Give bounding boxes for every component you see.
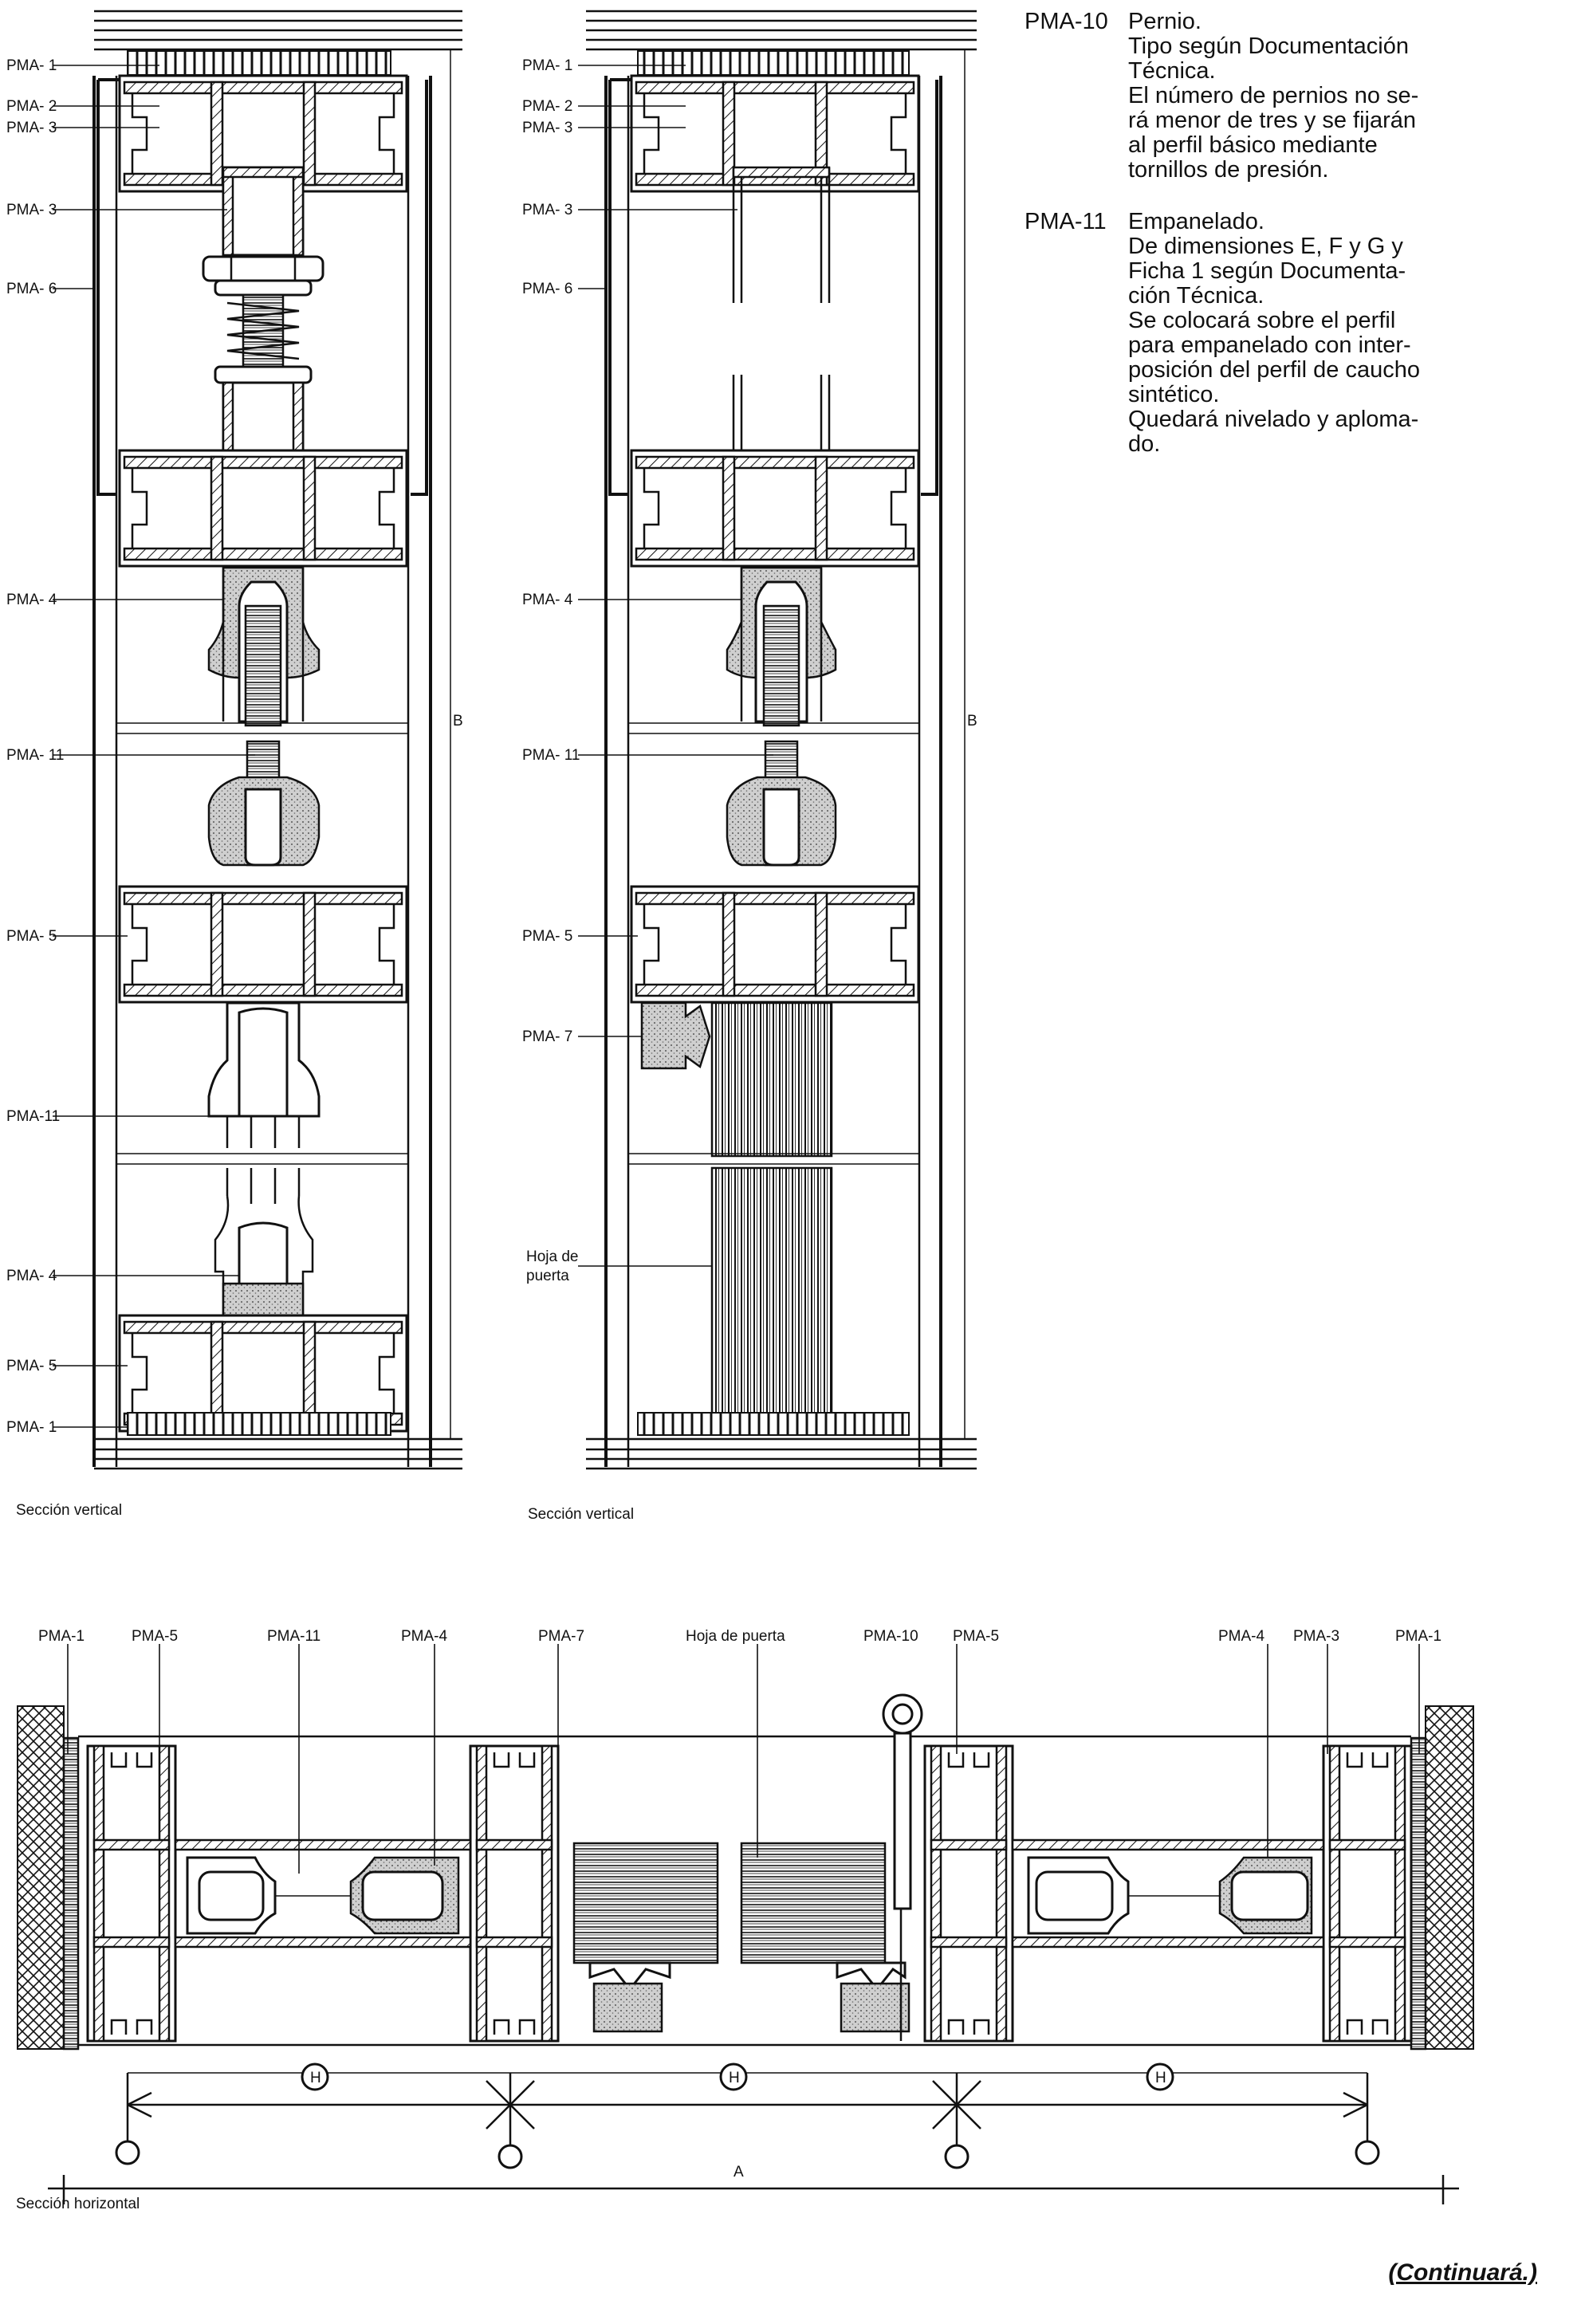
dimension-a: A [734,2164,744,2180]
horizontal-label-3: PMA-11 [267,1628,321,1645]
horizontal-label-7: PMA-10 [863,1628,918,1645]
horizontal-label-2: PMA-5 [132,1628,179,1645]
svg-text:H: H [1155,2070,1166,2086]
horizontal-label-1: PMA-1 [38,1628,85,1645]
note-1 [1025,10,1567,183]
horizontal-label-5: PMA-7 [538,1628,585,1645]
horizontal-label-6: Hoja de puerta [686,1628,785,1645]
note-line: Ficha 1 según Documenta- [1128,258,1406,284]
left-label-4: PMA- 3 [6,202,57,218]
note-line: Técnica. [1128,58,1216,84]
note-line: tornillos de presión. [1128,157,1329,183]
right-label-1: PMA- 1 [522,57,573,74]
left-label-11: PMA- 5 [6,1358,57,1374]
right-door-label-2: puerta [526,1268,569,1284]
seal-left [594,1984,662,2031]
horizontal-section [16,1628,1473,2212]
note-line: para empanelado con inter- [1128,332,1411,358]
horizontal-label-11: PMA-1 [1395,1628,1442,1645]
note-line: do. [1128,431,1161,457]
note-body [1128,210,1567,457]
left-stem-tube [223,167,303,255]
right-label-4: PMA- 3 [522,202,573,218]
continued-footer: (Continuará.) [1388,2259,1537,2286]
note-code: PMA-10 [1025,9,1108,34]
note-code: PMA-11 [1025,209,1107,234]
right-dimension-b: B [967,713,977,729]
horizontal-label-9: PMA-4 [1218,1628,1265,1645]
right-label-6: PMA- 4 [522,592,573,608]
post-left [88,1746,175,2041]
left-label-3: PMA- 3 [6,120,57,136]
left-head-lines [94,11,462,49]
note-line: sintético. [1128,382,1220,407]
right-label-7: PMA- 11 [522,747,580,764]
left-lower-box-profile [120,887,407,1002]
note-line: al perfil básico mediante [1128,132,1378,158]
post-centre-right [925,1746,1013,2041]
svg-text:H: H [729,2070,740,2086]
horizontal-caption: Sección horizontal [16,2196,140,2212]
left-base-lines [94,1439,462,1469]
left-wall [18,1706,64,2049]
vertical-section-right [522,11,977,1523]
right-base-lines [586,1439,977,1469]
horizontal-label-group [38,1628,1441,1645]
right-label-group [522,57,580,1045]
right-label-9: PMA- 7 [522,1028,573,1045]
door-leaf-left [574,1843,718,1963]
left-label-7: PMA- 11 [6,747,65,764]
note-line: posición del perfil de caucho [1128,357,1420,383]
svg-text:H: H [310,2070,321,2086]
note-line: Se colocará sobre el perfil [1128,308,1396,333]
right-label-3: PMA- 3 [522,120,573,136]
left-label-2: PMA- 2 [6,98,57,115]
left-label-group [6,57,65,1436]
left-top-ticks [128,51,391,75]
note-line: Empanelado. [1128,209,1264,234]
right-door-leaf-bottom [712,1168,832,1427]
left-label-12: PMA- 1 [6,1419,57,1436]
left-adjust-nut [203,257,323,281]
left-mid-box-profile [120,450,407,566]
right-label-8: PMA- 5 [522,928,573,945]
right-head-lines [586,11,977,49]
hinge-leaf [895,1733,910,1909]
left-label-5: PMA- 6 [6,281,57,297]
right-mid-box-profile [631,450,918,566]
note-2 [1025,210,1567,457]
notes-block [1025,10,1567,484]
note-line: El número de pernios no se- [1128,83,1419,108]
left-label-8: PMA- 5 [6,928,57,945]
dimension-h-markers [302,2064,1173,2090]
right-label-2: PMA- 2 [522,98,573,115]
post-right [1323,1746,1411,2041]
door-leaf-right [741,1843,885,1963]
right-lower-box-profile [631,887,918,1002]
left-label-6: PMA- 4 [6,592,57,608]
right-caption: Sección vertical [528,1506,635,1523]
note-line: Pernio. [1128,9,1202,34]
right-door-label-1: Hoja de [526,1249,579,1265]
note-body [1128,10,1567,183]
left-label-10: PMA- 4 [6,1268,57,1284]
post-centre-left [470,1746,558,2041]
note-line: Quedará nivelado y aploma- [1128,407,1419,432]
note-line: ción Técnica. [1128,283,1264,309]
right-rubber-seal [642,1003,710,1068]
right-label-5: PMA- 6 [522,281,573,297]
left-caption: Sección vertical [16,1502,123,1519]
vertical-section-left [6,11,463,1519]
horizontal-label-10: PMA-3 [1293,1628,1340,1645]
seal-right [841,1984,909,2031]
horizontal-label-4: PMA-4 [401,1628,448,1645]
note-line: rá menor de tres y se fijarán [1128,108,1417,133]
left-dimension-b: B [453,713,463,729]
right-wall [1426,1706,1473,2049]
right-door-leaf-top [712,1003,832,1156]
left-label-1: PMA- 1 [6,57,57,74]
note-line: De dimensiones E, F y G y [1128,234,1403,259]
note-line: Tipo según Documentación [1128,33,1409,59]
horizontal-label-8: PMA-5 [953,1628,1000,1645]
left-label-9: PMA-11 [6,1108,61,1125]
